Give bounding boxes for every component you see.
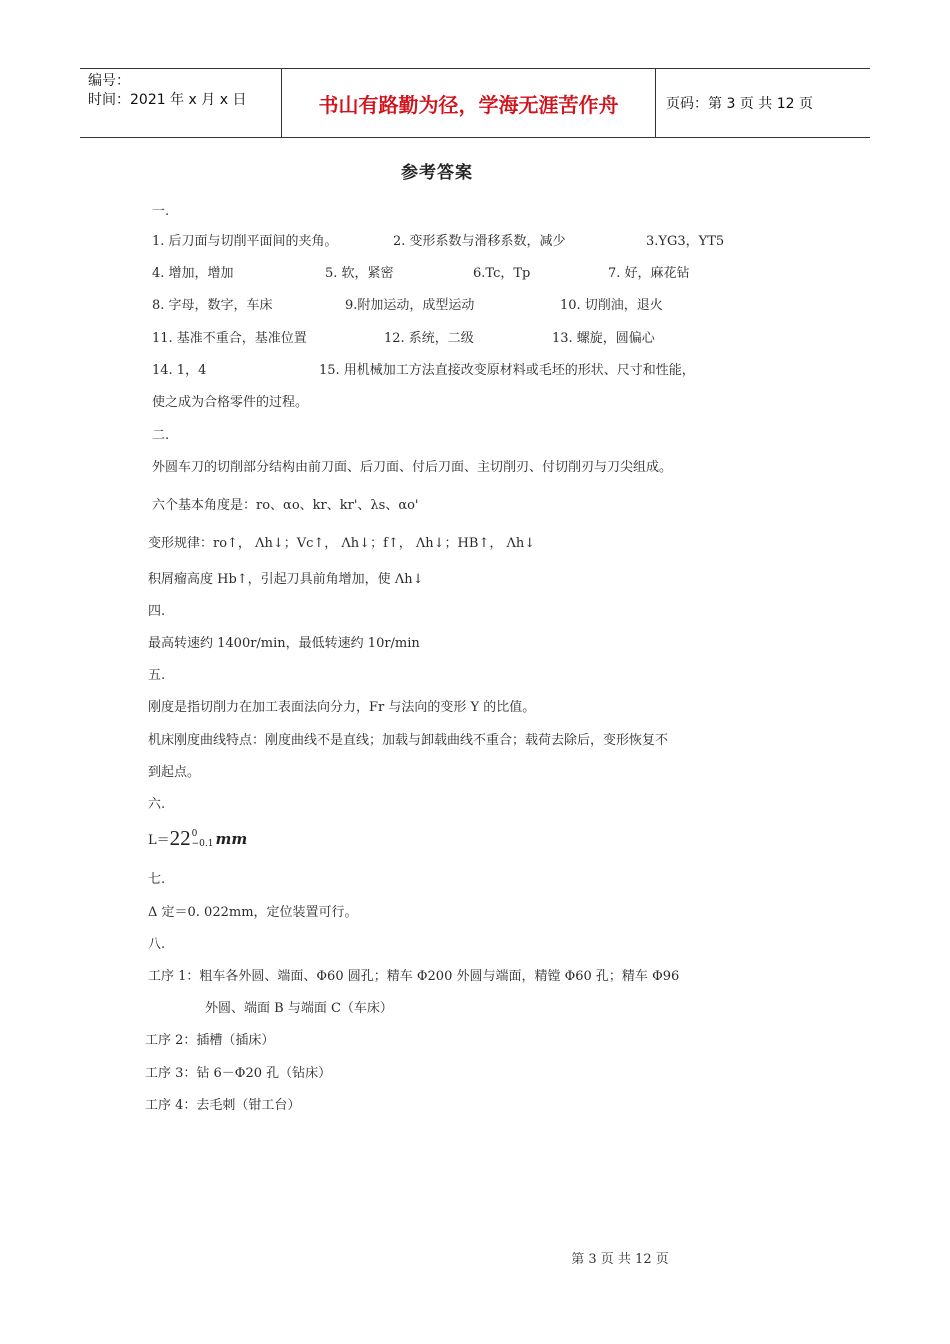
process-step-2: 工序 2：插槽（插床） bbox=[145, 1033, 275, 1048]
page-footer: 第 3 页 共 12 页 bbox=[571, 1252, 669, 1267]
section6-heading: 六. bbox=[148, 797, 166, 812]
section2-line-4: 积屑瘤高度 Hb↑，引起刀具前角增加，使 Λh↓ bbox=[148, 572, 424, 587]
process-step-4: 工序 4：去毛刺（钳工台） bbox=[145, 1098, 301, 1113]
formula-value: 22 bbox=[169, 826, 191, 850]
process-step-1: 工序 1：粗车各外圆、端面、Φ60 圆孔；精车 Φ200 外圆与端面，精镗 Φ60 孔；精车 Φ96 bbox=[148, 969, 680, 984]
section7-line: Δ 定＝0. 022mm，定位装置可行。 bbox=[148, 905, 358, 920]
answer-5: 5. 软，紧密 bbox=[325, 266, 394, 281]
answer-2: 2. 变形系数与滑移系数，减少 bbox=[393, 234, 566, 249]
header-motto: 书山有路勤为径，学海无涯苦作舟 bbox=[282, 69, 656, 137]
answer-9: 9.附加运动，成型运动 bbox=[345, 298, 475, 313]
answer-4: 4. 增加，增加 bbox=[152, 266, 234, 281]
section2-heading: 二. bbox=[152, 428, 170, 443]
formula-lower: −0.1 bbox=[191, 838, 214, 849]
section1-heading: 一. bbox=[152, 204, 170, 219]
section5-line-3: 到起点。 bbox=[148, 765, 201, 780]
answer-15-continued: 使之成为合格零件的过程。 bbox=[152, 395, 309, 410]
section8-heading: 八. bbox=[148, 937, 166, 952]
answer-11: 11. 基准不重合，基准位置 bbox=[152, 331, 307, 346]
header-meta bbox=[80, 69, 282, 137]
tolerance-formula bbox=[148, 826, 247, 851]
formula-lhs: L＝ bbox=[148, 833, 170, 848]
formula-tolerance bbox=[192, 829, 214, 849]
section5-line-1: 刚度是指切削力在加工表面法向分力，Fr 与法向的变形 Y 的比值。 bbox=[148, 700, 536, 715]
answer-13: 13. 螺旋，圆偏心 bbox=[552, 331, 655, 346]
section5-heading: 五. bbox=[148, 668, 166, 683]
section4-line: 最高转速约 1400r/min，最低转速约 10r/min bbox=[148, 636, 420, 651]
formula-upper: 0 bbox=[191, 828, 198, 839]
answer-3: 3.YG3，YT5 bbox=[646, 234, 725, 249]
section4-heading: 四. bbox=[148, 604, 166, 619]
answer-1: 1. 后刀面与切削平面间的夹角。 bbox=[152, 234, 338, 249]
formula-unit: mm bbox=[215, 829, 248, 848]
section2-line-1: 外圆车刀的切削部分结构由前刀面、后刀面、付后刀面、主切削刃、付切削刃与刀尖组成。 bbox=[152, 460, 673, 475]
section7-heading: 七. bbox=[148, 872, 166, 887]
answer-7: 7. 好，麻花钻 bbox=[608, 266, 690, 281]
answer-15: 15. 用机械加工方法直接改变原材料或毛坯的形状、尺寸和性能， bbox=[319, 363, 695, 378]
process-step-3: 工序 3：钻 6－Φ20 孔（钻床） bbox=[145, 1066, 332, 1081]
answer-8: 8. 字母，数字，车床 bbox=[152, 298, 273, 313]
page-header bbox=[80, 68, 870, 138]
header-page-info: 页码：第 3 页 共 12 页 bbox=[666, 96, 813, 112]
section2-line-2: 六个基本角度是：ro、αo、kr、kr'、λs、αo' bbox=[152, 498, 419, 513]
code-label: 编号： bbox=[88, 73, 130, 89]
process-step-1-continued: 外圆、端面 B 与端面 C（车床） bbox=[205, 1001, 393, 1016]
answer-12: 12. 系统，二级 bbox=[384, 331, 474, 346]
section5-line-2: 机床刚度曲线特点：刚度曲线不是直线；加载与卸载曲线不重合；载荷去除后，变形恢复不 bbox=[148, 733, 669, 748]
answer-14: 14. 1，4 bbox=[152, 363, 207, 378]
section2-line-3: 变形规律：ro↑， Λh↓；Vc↑， Λh↓；f↑， Λh↓；HB↑， Λh↓ bbox=[148, 536, 536, 551]
answer-10: 10. 切削油，退火 bbox=[560, 298, 663, 313]
page-title: 参考答案 bbox=[401, 163, 473, 183]
time-label: 时间：2021 年 x 月 x 日 bbox=[88, 92, 247, 108]
answer-6: 6.Tc，Tp bbox=[473, 266, 531, 281]
